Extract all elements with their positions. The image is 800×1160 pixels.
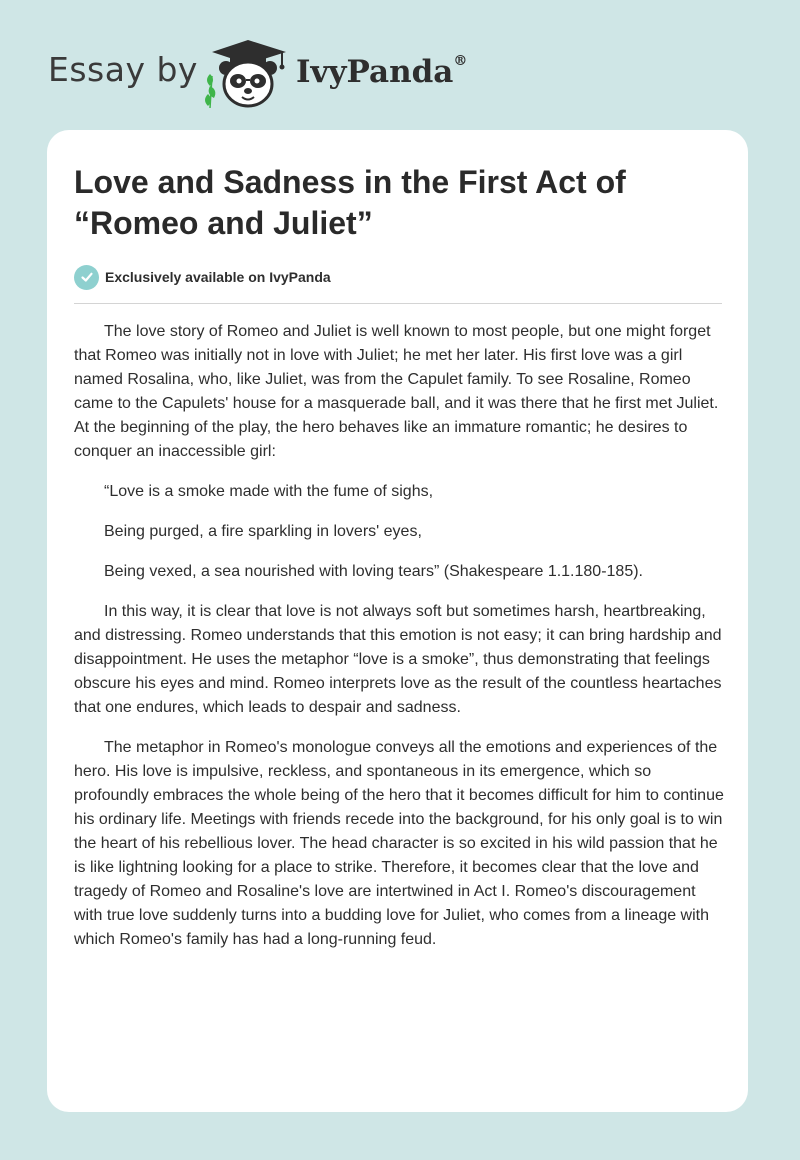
divider xyxy=(74,303,722,304)
paragraph: The love story of Romeo and Juliet is well known to most people, but one might forget that Romeo was initially not in love with Juliet; he met her later. His first love was a girl named Rosalina, who, like Juliet, was from the Capulet family. To see Rosaline, Romeo came to the Capulets' house for a masquerade ball, and it was there that he first met Juliet. At the beginning of the play, the hero behaves like an immature romantic; he desires to conquer an inaccessible girl: xyxy=(74,323,719,460)
paragraph: In this way, it is clear that love is not always soft but sometimes harsh, heartbreaking, and distressing. Romeo understands that this emotion is not easy; it can bring hardship and disappointment. He uses the metaphor “love is a smoke”, thus demonstrating that feelings obscure his eyes and mind. Romeo interprets love as the result of the countless heartaches that one endures, which leads to despair and sadness. xyxy=(74,603,722,716)
essay-by-label: Essay by xyxy=(48,50,198,89)
paragraph: The metaphor in Romeo's monologue conveys all the emotions and experiences of the hero. His love is impulsive, reckless, and spontaneous in its emergence, which so profoundly embraces the whole being of the hero that it becomes difficult for him to continue his ordinary life. Meetings with friends recede into the background, for his only goal is to win the heart of his rebellious lover. The head character is so excited in his wild passion that he is like lightning looking for a place to strike. Therefore, it becomes clear that the love and tragedy of Romeo and Rosaline's love are intertwined in Act I. Romeo's discouragement with true love suddenly turns into a budding love for Juliet, who comes from a lineage with which Romeo's family has had a long-running feud. xyxy=(74,739,724,948)
essay-title: Love and Sadness in the First Act of “Romeo and Juliet” xyxy=(74,164,626,241)
exclusive-badge xyxy=(74,265,331,289)
quote-line: “Love is a smoke made with the fume of sighs, xyxy=(104,483,434,500)
essay-body xyxy=(74,320,726,968)
quote-line: Being vexed, a sea nourished with loving tears” (Shakespeare 1.1.180-185). xyxy=(104,563,643,580)
site-header xyxy=(0,0,800,130)
panda-logo-icon[interactable] xyxy=(202,36,294,110)
quote-line: Being purged, a fire sparkling in lovers' eyes, xyxy=(104,523,422,540)
trademark-symbol: ® xyxy=(453,52,468,69)
badge-text: Exclusively available on IvyPanda xyxy=(105,269,331,285)
check-icon xyxy=(74,265,99,290)
brand-label: IvyPanda xyxy=(296,54,454,90)
essay-card xyxy=(47,130,748,1112)
brand-name[interactable] xyxy=(296,54,467,90)
